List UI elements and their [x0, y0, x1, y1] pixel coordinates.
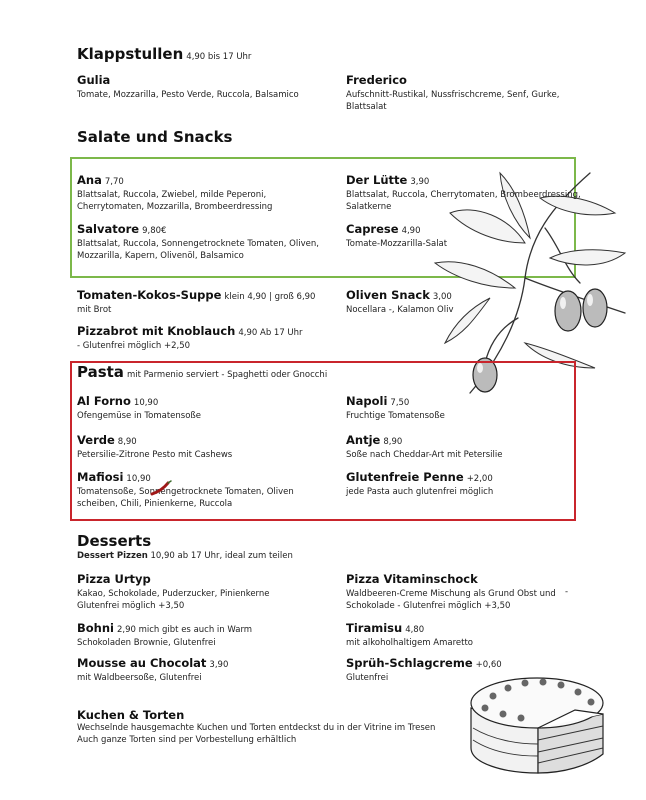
menu-item: Pizzabrot mit Knoblauch 4,90 Ab 17 Uhr - Glutenfrei möglich +2,50: [77, 324, 303, 351]
menu-item: Bohni 2,90 mich gibt es auch in Warm Schokoladen Brownie, Glutenfrei: [77, 621, 253, 648]
menu-item: Caprese 4,90 Tomate-Mozzarilla-Salat: [346, 222, 448, 249]
menu-item: Salvatore 9,80€ Blattsalat, Ruccola, Sonnengetrocknete Tomaten, Oliven, Mozzarilla, Kapern, Olivenöl, Balsamico: [77, 222, 319, 261]
menu-item: Gulia Tomate, Mozzarilla, Pesto Verde, Ruccola, Balsamico: [77, 73, 299, 100]
section-title-kuchen: Kuchen & Torten: [77, 708, 185, 722]
menu-item: Oliven Snack 3,00 Nocellara -, Kalamon Oliv: [346, 288, 454, 315]
section-title-klappstullen: Klappstullen 4,90 bis 17 Uhr: [77, 45, 252, 63]
section-title-pasta: Pasta mit Parmenio serviert - Spaghetti oder Gnocchi: [77, 363, 328, 381]
menu-item: Napoli 7,50 Fruchtige Tomatensoße: [346, 394, 445, 421]
menu-item: Sprüh-Schlagcreme +0,60 Glutenfrei: [346, 656, 502, 683]
menu-item: Ana 7,70 Blattsalat, Ruccola, Zwiebel, milde Peperoni, Cherrytomaten, Mozzarilla, Brombeerdressing: [77, 173, 273, 212]
section-title-desserts: Desserts: [77, 532, 152, 550]
menu-item: Mafiosi 10,90 Tomatensoße, Sonnengetrocknete Tomaten, Oliven scheiben, Chili, Pinienkerne, Ruccola: [77, 470, 294, 509]
cake-icon: [463, 668, 613, 778]
dash-mark: -: [565, 587, 569, 597]
menu-item: Verde 8,90 Petersilie-Zitrone Pesto mit Cashews: [77, 433, 233, 460]
menu-item: Pizza Vitaminschock Waldbeeren-Creme Mischung als Grund Obst und Schokolade - Glutenfrei möglich +3,50: [346, 572, 556, 611]
menu-item: Mousse au Chocolat 3,90 mit Waldbeersoße, Glutenfrei: [77, 656, 229, 683]
menu-item: Pizza Urtyp Kakao, Schokolade, Puderzucker, Pinienkerne Glutenfrei möglich +3,50: [77, 572, 270, 611]
menu-item: Al Forno 10,90 Ofengemüse in Tomatensoße: [77, 394, 202, 421]
menu-item: Glutenfreie Penne +2,00 jede Pasta auch glutenfrei möglich: [346, 470, 494, 497]
section-note: mit Parmenio serviert - Spaghetti oder Gnocchi: [126, 370, 328, 380]
chili-icon: [150, 480, 172, 496]
menu-item: Tiramisu 4,80 mit alkoholhaltigem Amaretto: [346, 621, 473, 648]
menu-item: Antje 8,90 Soße nach Cheddar-Art mit Petersilie: [346, 433, 503, 460]
kuchen-description: Wechselnde hausgemachte Kuchen und Torten entdeckst du in der Vitrine im Tresen Auch ganze Torten sind per Vorbestellung erhältlich: [77, 723, 436, 745]
menu-item: Tomaten-Kokos-Suppe klein 4,90 | groß 6,90 mit Brot: [77, 288, 316, 315]
section-title-salate: Salate und Snacks: [77, 128, 233, 146]
section-note: 4,90 bis 17 Uhr: [186, 52, 252, 62]
menu-item: Der Lütte 3,90 Blattsalat, Ruccola, Cherrytomaten, Brombeerdressing, Salatkerne: [346, 173, 581, 212]
menu-item: Frederico Aufschnitt-Rustikal, Nussfrischcreme, Senf, Gurke, Blattsalat: [346, 73, 560, 112]
dessert-subtitle: Dessert Pizzen 10,90 ab 17 Uhr, ideal zum teilen: [77, 551, 293, 561]
